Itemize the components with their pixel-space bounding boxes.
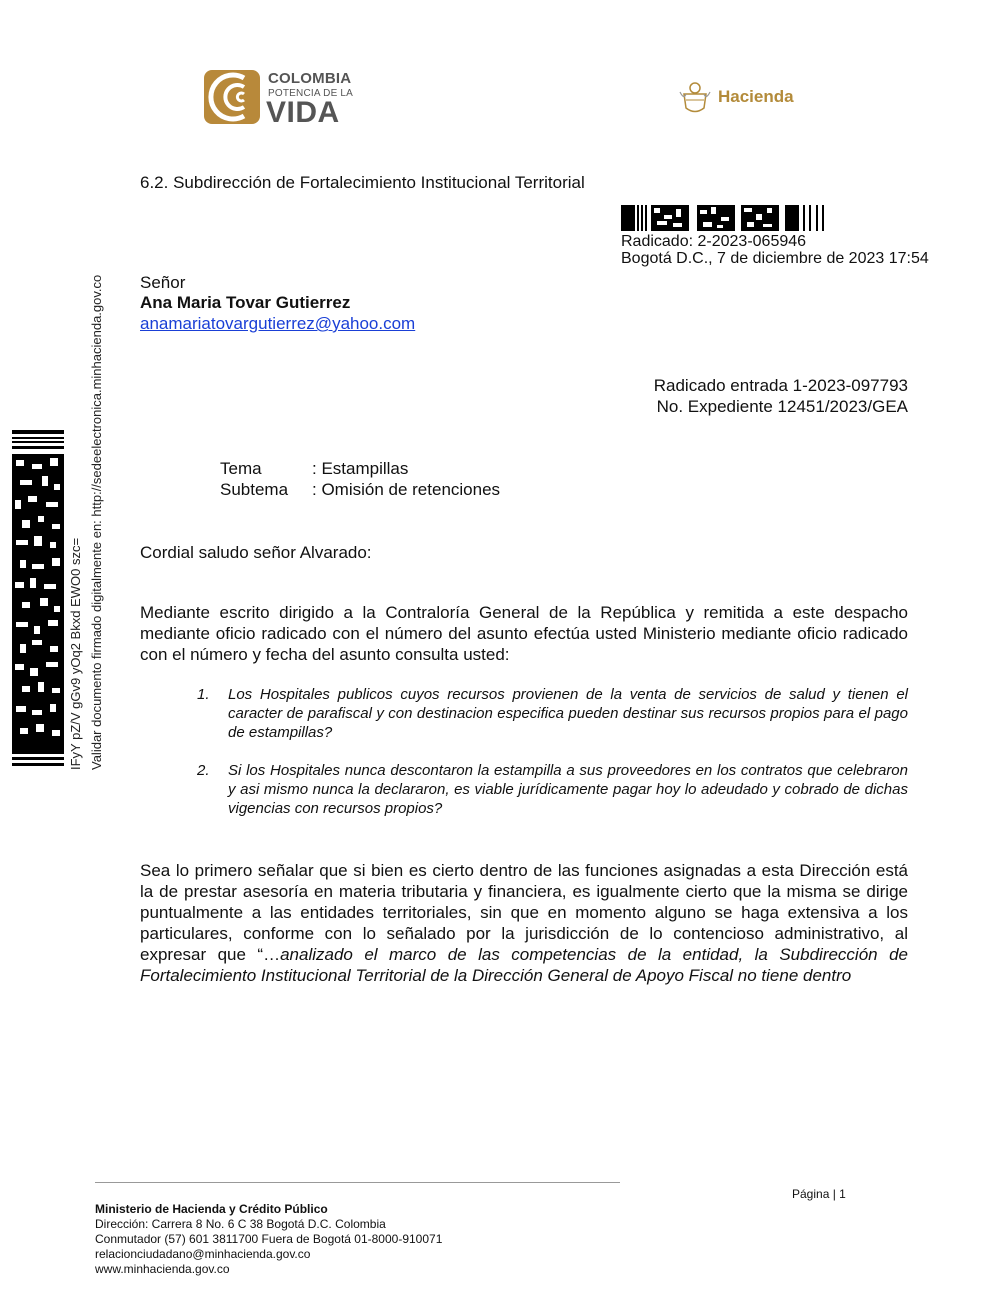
pregunta-texto: Si los Hospitales nunca descontaron la estampilla a sus proveedores en los contratos que celebraron y asi mismo nunca la declararon, es viable jurídicamente pagar hoy lo adeudado y cobrado de dichas vigencias con recursos propios?	[228, 762, 908, 817]
radicado-number: Radicado: 2-2023-065946	[621, 233, 807, 250]
footer-email: relacionciudadano@minhacienda.gov.co	[95, 1247, 311, 1261]
pregunta-numero: 2.	[197, 762, 210, 779]
parrafo-consideraciones-cita: analizado el marco de las competencias de la entidad, la Subdirección de Fortalecimiento Institucional Territorial de la Dirección General de Apoyo Fiscal no tiene dentro	[140, 945, 908, 985]
logo-colombia-potencia-de-la-vida	[204, 68, 364, 129]
footer-divider	[95, 1182, 620, 1183]
verification-hash: IFyY pZ/V gGv9 yOq2 Bkxd EWO0 szc=	[68, 537, 83, 770]
coat-of-arms-icon	[678, 80, 712, 116]
subtema-label: Subtema	[220, 480, 289, 499]
fecha-documento: Bogotá D.C., 7 de diciembre de 2023 17:54	[621, 250, 929, 267]
footer-web: www.minhacienda.gov.co	[95, 1262, 230, 1276]
logo-line-colombia: COLOMBIA	[268, 70, 352, 87]
destinatario-email-link[interactable]: anamariatovargutierrez@yahoo.com	[140, 314, 416, 333]
destinatario-nombre: Ana Maria Tovar Gutierrez	[140, 293, 351, 312]
parrafo-consideraciones	[140, 860, 908, 986]
side-verification-barcode-icon	[12, 430, 64, 766]
pregunta-texto: Los Hospitales publicos cuyos recursos provienen de la venta de servicios de salud y tienen el caracter de parafiscal y con destinacion especifica pueden destinar sus recursos propios para el pago de estampillas?	[228, 686, 908, 741]
numero-expediente: No. Expediente 12451/2023/GEA	[656, 397, 908, 416]
footer-organizacion: Ministerio de Hacienda y Crédito Público	[95, 1202, 328, 1216]
footer-conmutador: Conmutador (57) 601 3811700 Fuera de Bogotá 01-8000-910071	[95, 1232, 443, 1246]
subtema-value: : Omisión de retenciones	[312, 480, 501, 499]
logo-line-potencia: POTENCIA DE LA	[268, 88, 354, 99]
pregunta-numero: 1.	[197, 686, 210, 703]
logo-hacienda-name: Hacienda	[718, 87, 794, 106]
colombia-vida-logo-icon	[204, 70, 260, 124]
footer-direccion: Dirección: Carrera 8 No. 6 C 38 Bogotá D.C. Colombia	[95, 1217, 386, 1231]
destinatario-tratamiento: Señor	[140, 273, 186, 292]
parrafo-introduccion: Mediante escrito dirigido a la Contraloría General de la República y remitida a este despacho mediante oficio radicado con el número del asunto efectúa usted Ministerio mediante oficio radicado con el número y fecha del asunto consulta usted:	[140, 603, 908, 664]
logo-line-vida: VIDA	[266, 96, 340, 129]
tema-label: Tema	[220, 459, 262, 478]
radicado-entrada: Radicado entrada 1-2023-097793	[653, 376, 908, 395]
verification-url-text: Validar documento firmado digitalmente en: http://sedeelectronica.minhacienda.gov.co	[89, 274, 104, 770]
tema-value: : Estampillas	[312, 459, 409, 478]
dependencia-title: 6.2. Subdirección de Fortalecimiento Institucional Territorial	[140, 173, 585, 192]
saludo: Cordial saludo señor Alvarado:	[140, 543, 372, 562]
page-number: Página | 1	[792, 1187, 846, 1201]
logo-hacienda	[678, 80, 808, 116]
radicado-barcode-icon	[621, 205, 826, 231]
parrafo-consideraciones-normal: Sea lo primero señalar que si bien es cierto dentro de las funciones asignadas a esta Dirección está la de prestar asesoría en materia tributaria y financiera, es igualmente cierto que la misma se dirige puntualmente a las entidades territoriales, sin que en momento alguno se haga extensiva a los particulares, conforme con lo señalado por la jurisdicción de lo contencioso administrativo, al expresar que “…	[140, 861, 908, 964]
